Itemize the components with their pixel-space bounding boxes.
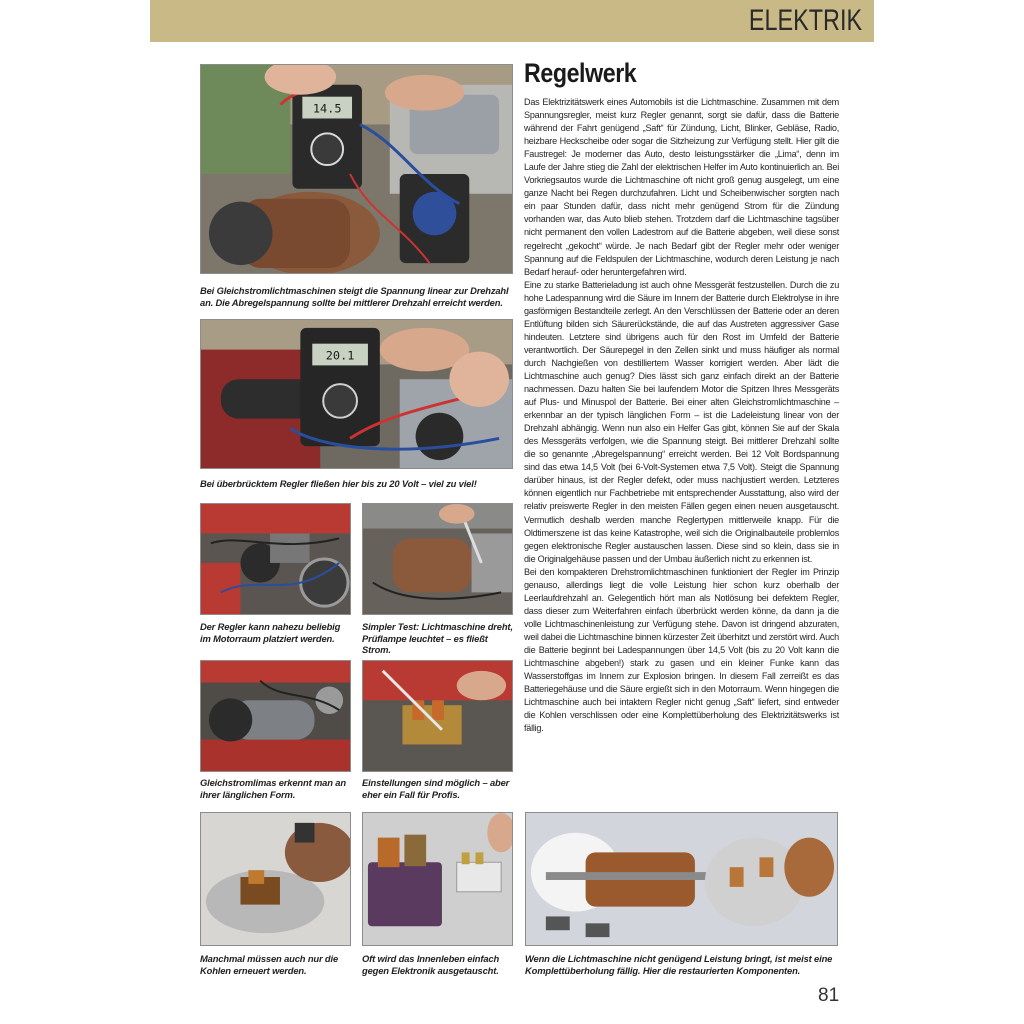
article-paragraph: Das Elektrizitätswerk eines Automobils ist die Lichtmaschine. Zusammen mit dem Spannungsregler, meist kurz Regler genannt, sorgt sie dafür, dass die Batterie während der Fahrt genügend „Saft“ für Zündung, Licht, Blinker, Gebläse, Radio, heizbare Heckscheibe oder sogar die Sitzheizung zur Verfügung stellt. Hier gilt die Faustregel: Je moderner das Auto, desto leistungsstärker die „Lima“, denn im Laufe der Jahre stieg die Zahl der elektrischen Helfer im Auto kontinuierlich an. Bei Vorkriegsautos wurde die Lichtmaschine oft nicht groß genug ausgelegt, um eine ganze Nacht bei Regen durchzufahren. Licht und Scheibenwischer sorgten nach ein paar Stunden dafür, dass nicht mehr genügend Strom für die Zündung vorhanden war, das Auto blieb stehen. Trotzdem darf die Lichtmaschine tagsüber nicht permanent den vollen Ladestrom auf die Batterie abgeben, weil diese sonst regelrecht „gekocht“ würde. Je nach Bedarf gibt der Regler mehr oder weniger Spannung auf die Feldspulen der Lichtmaschine, wodurch deren Leistung je nach Bedarf herauf- oder heruntergefahren wird. xyxy=(524,97,839,277)
meter-reading: 14.5 xyxy=(312,101,342,116)
photo-regulator-position xyxy=(200,503,351,615)
article-title: Regelwerk xyxy=(524,58,637,88)
caption: Simpler Test: Lichtmaschine dreht, Prüflampe leuchtet – es fließt Strom. xyxy=(362,621,513,656)
caption: Der Regler kann nahezu beliebig im Motorraum platziert werden. xyxy=(200,621,341,644)
caption: Manchmal müssen auch nur die Kohlen erneuert werden. xyxy=(200,953,339,976)
caption: Gleichstromlimas erkennt man an ihrer länglichen Form. xyxy=(200,777,346,800)
caption: Wenn die Lichtmaschine nicht genügend Leistung bringt, ist meist eine Komplettüberholung fällig. Hier die restaurierten Komponenten. xyxy=(525,953,833,976)
caption: Einstellungen sind möglich – aber eher ein Fall für Profis. xyxy=(362,777,510,800)
article-body xyxy=(524,96,839,735)
photo-multimeter-dynamo xyxy=(200,64,513,274)
page-number: 81 xyxy=(818,985,840,1006)
meter-reading: 20.1 xyxy=(325,348,355,363)
article-paragraph: Bei den kompakteren Drehstromlichtmaschinen funktioniert der Regler im Prinzip genauso, allerdings liegt die volle Leistung hier schon kurz oberhalb der Leerlaufdrehzahl an. Gelegentlich hört man als Notlösung bei defektem Regler, dass dieser zum Weiterfahren einfach überbrückt werden könne, da dann ja die volle Lichtmaschinenleistung zur Verfügung stehe. Davon ist dringend abzuraten, weil dabei die Lichtmaschine binnen kürzester Zeit überhitzt und zerstört wird. Auch die Batterie beginnt bei Ladespannungen über 14,5 Volt (bis zu 20 Volt kann die Lichtmaschine abgeben!) stark zu gasen und ein kleiner Funke kann das Wasserstoffgas im Innern zur Explosion bringen. In diesem Fall zerreißt es das Batteriegehäuse und die Säure ergießt sich in den Motorraum. Wenn hingegen die Lichtmaschine auch bei intaktem Regler nicht genug „Saft“ liefert, sind entweder die Kohlen verschlissen oder eine Komplettüberholung des Elektrizitätswerks ist fällig. xyxy=(524,566,839,734)
caption: Bei Gleichstromlichtmaschinen steigt die Spannung linear zur Drehzahl an. Die Abregelspannung sollte bei mittlerer Drehzahl erreicht werden. xyxy=(200,285,509,308)
photo-bridged-regulator xyxy=(200,319,513,469)
article-paragraph: Eine zu starke Batterieladung ist auch ohne Messgerät festzustellen. Durch die zu hohe Ladespannung wird die Säure im Innern der Batterie durch Elektrolyse in ihre gasförmigen Bestandteile zerlegt. An den Verschlüssen der Batterie oder an deren Entlüftung bilden sich Säurerückstände, die auf das Austreten aggressiver Gase hindeuten. Letztere sind übrigens auch für den Rost im Umfeld der Batterie verantwortlich. Der Säurepegel in den Zellen sinkt und muss häufiger als normal durch Nachgießen von destilliertem Wasser korrigiert werden. Aber lädt die Lichtmaschine auch genug? Dies lässt sich ganz einfach direkt an der Batterie nachmessen. Dazu halten Sie bei laufendem Motor die Spitzen Ihres Messgeräts auf Plus- und Minuspol der Batterie. Bei einer alten Gleichstromlichtmaschine – erkennbar an der typisch länglichen Form – ist die Ladeleistung linear von der Drehzahl abhängig. Wenn nun also ein Helfer Gas gibt, können Sie auf der Skala des Messgeräts verfolgen, wie die Spannung steigt. Bei mittlerer Drehzahl sollte die so genannte „Abregelspannung“ erreicht werden. Bei 12 Volt Bordspannung sind das etwa 14,5 Volt (bei 6-Volt-Systemen etwa 7,5 Volt). Steigt die Spannung darüber hinaus, ist der Regler defekt, oder muss nachjustiert werden. Letzteres können eigentlich nur Fachbetriebe mit entsprechender Ausstattung, also wird der relativ preiswerte Regler in den meisten Fällen gegen einen neuen ausgetauscht. Vermutlich deshalb werden manche Reglertypen mittlerweile knapp. Für die Oldtimerszene ist das keine Katastrophe, weil sich die Originalbauteile problemlos gegen elektronische Regler austauschen lassen. Diese sind so klein, dass sie in die Originalgehäuse passen und der Umbau äußerlich nicht zu erkennen ist. xyxy=(524,279,839,564)
caption: Bei überbrücktem Regler fließen hier bis zu 20 Volt – viel zu viel! xyxy=(200,478,477,489)
photo-regulator-adjust xyxy=(362,660,513,772)
photo-restored-components xyxy=(525,812,838,946)
photo-test-lamp xyxy=(362,503,513,615)
photo-dc-dynamo xyxy=(200,660,351,772)
caption: Oft wird das Innenleben einfach gegen Elektronik ausgetauscht. xyxy=(362,953,500,976)
photo-carbon-brushes xyxy=(200,812,351,946)
photo-electronic-regulator xyxy=(362,812,513,946)
section-header-band xyxy=(150,0,874,42)
section-label: ELEKTRIK xyxy=(748,4,862,37)
